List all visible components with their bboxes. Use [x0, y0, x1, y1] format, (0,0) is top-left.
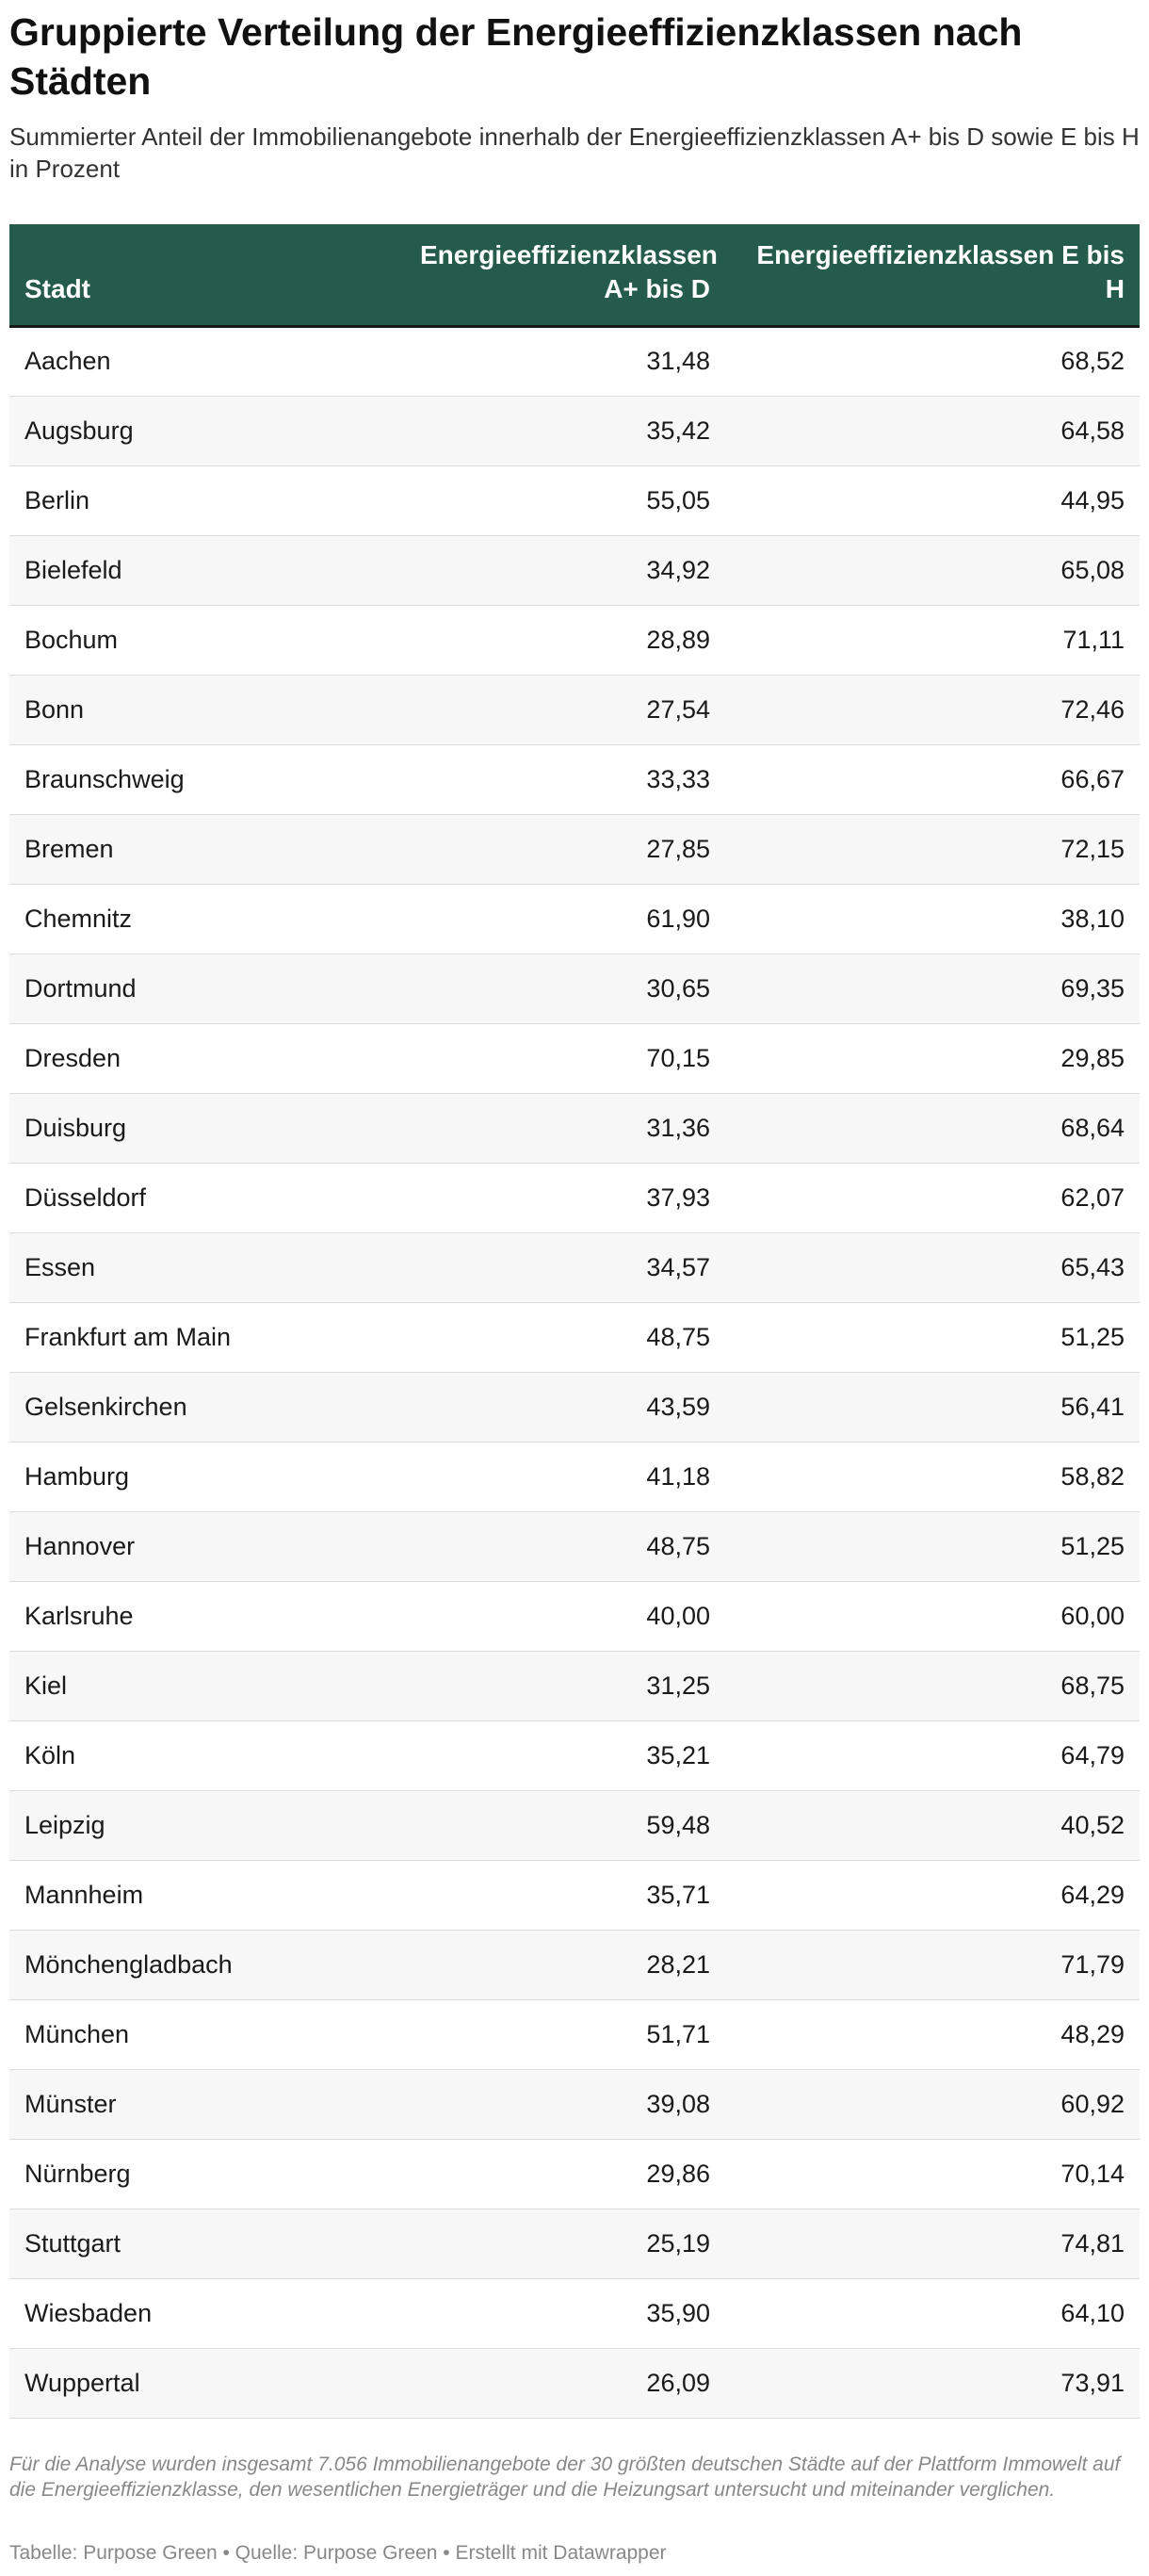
cell-e-bis-h: 71,11 — [725, 605, 1140, 675]
cell-a-bis-d: 61,90 — [405, 884, 725, 954]
cell-city: Duisburg — [9, 1093, 405, 1163]
cell-a-bis-d: 51,71 — [405, 1999, 725, 2069]
table-row — [9, 814, 1140, 884]
cell-city: Nürnberg — [9, 2139, 405, 2209]
table-row — [9, 2139, 1140, 2209]
credit-line: Tabelle: Purpose Green • Quelle: Purpose Green • Erstellt mit Datawrapper — [9, 2542, 667, 2564]
column-header-stadt[interactable]: Stadt — [9, 224, 405, 326]
cell-a-bis-d: 37,93 — [405, 1163, 725, 1232]
cell-e-bis-h: 64,29 — [725, 1860, 1140, 1930]
cell-a-bis-d: 30,65 — [405, 954, 725, 1023]
cell-e-bis-h: 74,81 — [725, 2209, 1140, 2278]
cell-a-bis-d: 35,42 — [405, 396, 725, 465]
table-row — [9, 1860, 1140, 1930]
table-row — [9, 1720, 1140, 1790]
table-row — [9, 1232, 1140, 1302]
cell-city: Bielefeld — [9, 535, 405, 605]
cell-city: Dresden — [9, 1023, 405, 1093]
cell-a-bis-d: 55,05 — [405, 465, 725, 535]
table-row — [9, 675, 1140, 744]
table-row — [9, 1581, 1140, 1651]
cell-e-bis-h: 60,92 — [725, 2069, 1140, 2139]
cell-a-bis-d: 34,57 — [405, 1232, 725, 1302]
cell-e-bis-h: 64,79 — [725, 1720, 1140, 1790]
cell-a-bis-d: 59,48 — [405, 1790, 725, 1860]
cell-city: Hamburg — [9, 1442, 405, 1511]
table-row — [9, 1163, 1140, 1232]
chart-title: Gruppierte Verteilung der Energieeffizienzklassen nach Städten — [9, 10, 1023, 103]
cell-e-bis-h: 65,08 — [725, 535, 1140, 605]
cell-city: Bremen — [9, 814, 405, 884]
chart-subtitle: Summierter Anteil der Immobilienangebote innerhalb der Energieeffizienzklassen A+ bis D sowie E bis H in Prozent — [9, 122, 1140, 183]
cell-a-bis-d: 26,09 — [405, 2348, 725, 2418]
cell-city: Leipzig — [9, 1790, 405, 1860]
cell-a-bis-d: 48,75 — [405, 1511, 725, 1581]
cell-a-bis-d: 27,85 — [405, 814, 725, 884]
column-header-e-bis-h[interactable]: Energieeffizienzklassen E bis H — [725, 224, 1140, 326]
cell-a-bis-d: 39,08 — [405, 2069, 725, 2139]
table-row — [9, 535, 1140, 605]
cell-e-bis-h: 73,91 — [725, 2348, 1140, 2418]
table-row — [9, 884, 1140, 954]
table-row — [9, 2069, 1140, 2139]
cell-city: Berlin — [9, 465, 405, 535]
cell-a-bis-d: 35,21 — [405, 1720, 725, 1790]
table-header — [9, 224, 1140, 326]
cell-e-bis-h: 72,15 — [725, 814, 1140, 884]
data-table — [9, 224, 1140, 2419]
table-row — [9, 1023, 1140, 1093]
cell-e-bis-h: 64,58 — [725, 396, 1140, 465]
table-row — [9, 1093, 1140, 1163]
cell-city: Mannheim — [9, 1860, 405, 1930]
cell-a-bis-d: 29,86 — [405, 2139, 725, 2209]
cell-a-bis-d: 34,92 — [405, 535, 725, 605]
cell-e-bis-h: 68,75 — [725, 1651, 1140, 1720]
cell-city: Wiesbaden — [9, 2278, 405, 2348]
table-row — [9, 1651, 1140, 1720]
cell-a-bis-d: 33,33 — [405, 744, 725, 814]
table-row — [9, 2209, 1140, 2278]
table-row — [9, 396, 1140, 465]
cell-a-bis-d: 35,71 — [405, 1860, 725, 1930]
cell-a-bis-d: 35,90 — [405, 2278, 725, 2348]
cell-e-bis-h: 66,67 — [725, 744, 1140, 814]
cell-city: Frankfurt am Main — [9, 1302, 405, 1372]
cell-a-bis-d: 28,89 — [405, 605, 725, 675]
cell-city: Düsseldorf — [9, 1163, 405, 1232]
cell-e-bis-h: 58,82 — [725, 1442, 1140, 1511]
table-row — [9, 1511, 1140, 1581]
cell-city: Aachen — [9, 326, 405, 396]
table-row — [9, 465, 1140, 535]
cell-city: Mönchengladbach — [9, 1930, 405, 1999]
cell-city: Augsburg — [9, 396, 405, 465]
cell-city: Bochum — [9, 605, 405, 675]
table-body — [9, 326, 1140, 2418]
cell-city: Braunschweig — [9, 744, 405, 814]
cell-city: Bonn — [9, 675, 405, 744]
cell-e-bis-h: 29,85 — [725, 1023, 1140, 1093]
cell-e-bis-h: 51,25 — [725, 1511, 1140, 1581]
cell-e-bis-h: 62,07 — [725, 1163, 1140, 1232]
table-row — [9, 954, 1140, 1023]
table-row — [9, 744, 1140, 814]
cell-a-bis-d: 40,00 — [405, 1581, 725, 1651]
cell-city: Stuttgart — [9, 2209, 405, 2278]
cell-e-bis-h: 65,43 — [725, 1232, 1140, 1302]
cell-city: Dortmund — [9, 954, 405, 1023]
cell-city: Kiel — [9, 1651, 405, 1720]
cell-e-bis-h: 40,52 — [725, 1790, 1140, 1860]
cell-e-bis-h: 60,00 — [725, 1581, 1140, 1651]
cell-city: Hannover — [9, 1511, 405, 1581]
cell-a-bis-d: 28,21 — [405, 1930, 725, 1999]
table-row — [9, 605, 1140, 675]
table-row — [9, 1999, 1140, 2069]
table-row — [9, 326, 1140, 396]
cell-a-bis-d: 31,36 — [405, 1093, 725, 1163]
cell-city: Gelsenkirchen — [9, 1372, 405, 1442]
analysis-note: Für die Analyse wurden insgesamt 7.056 Immobilienangebote der 30 größten deutschen Städte auf der Plattform Immowelt auf die Energieeffizienzklasse, den wesentlichen Energieträger und die Heizungsart untersucht und miteinander verglichen. — [9, 2454, 1121, 2501]
cell-e-bis-h: 44,95 — [725, 465, 1140, 535]
table-row — [9, 1372, 1140, 1442]
cell-a-bis-d: 41,18 — [405, 1442, 725, 1511]
cell-city: München — [9, 1999, 405, 2069]
table-row — [9, 1930, 1140, 1999]
cell-e-bis-h: 64,10 — [725, 2278, 1140, 2348]
table-row — [9, 2278, 1140, 2348]
cell-city: Chemnitz — [9, 884, 405, 954]
cell-e-bis-h: 56,41 — [725, 1372, 1140, 1442]
cell-e-bis-h: 51,25 — [725, 1302, 1140, 1372]
cell-a-bis-d: 25,19 — [405, 2209, 725, 2278]
table-row — [9, 1302, 1140, 1372]
cell-city: Köln — [9, 1720, 405, 1790]
cell-e-bis-h: 38,10 — [725, 884, 1140, 954]
cell-a-bis-d: 31,48 — [405, 326, 725, 396]
cell-e-bis-h: 69,35 — [725, 954, 1140, 1023]
cell-city: Essen — [9, 1232, 405, 1302]
cell-a-bis-d: 48,75 — [405, 1302, 725, 1372]
cell-city: Wuppertal — [9, 2348, 405, 2418]
cell-e-bis-h: 48,29 — [725, 1999, 1140, 2069]
cell-e-bis-h: 71,79 — [725, 1930, 1140, 1999]
cell-a-bis-d: 27,54 — [405, 675, 725, 744]
table-row — [9, 2348, 1140, 2418]
column-header-a-bis-d[interactable]: Energieeffizienzklassen A+ bis D — [405, 224, 725, 326]
cell-e-bis-h: 72,46 — [725, 675, 1140, 744]
cell-city: Münster — [9, 2069, 405, 2139]
cell-city: Karlsruhe — [9, 1581, 405, 1651]
table-row — [9, 1790, 1140, 1860]
cell-a-bis-d: 43,59 — [405, 1372, 725, 1442]
table-header-row — [9, 224, 1140, 326]
cell-a-bis-d: 70,15 — [405, 1023, 725, 1093]
cell-e-bis-h: 68,52 — [725, 326, 1140, 396]
table-row — [9, 1442, 1140, 1511]
cell-e-bis-h: 70,14 — [725, 2139, 1140, 2209]
cell-e-bis-h: 68,64 — [725, 1093, 1140, 1163]
cell-a-bis-d: 31,25 — [405, 1651, 725, 1720]
